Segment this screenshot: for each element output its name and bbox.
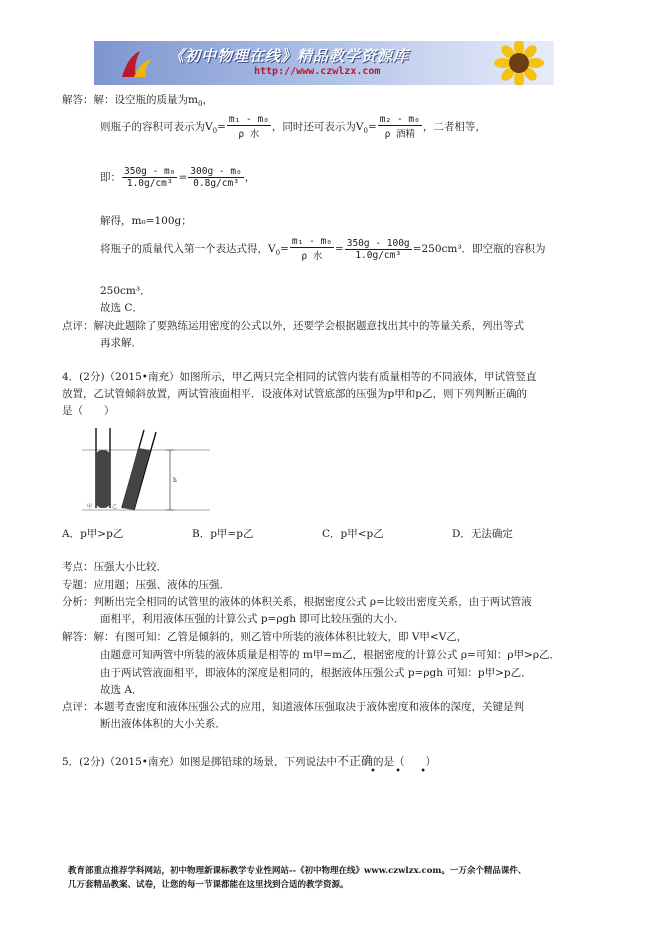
label-jia: 甲 (87, 504, 93, 510)
solution-line-5 (100, 236, 546, 262)
text: 应用题；压强、液体的压强． (93, 579, 230, 591)
emphasis-text: 不正确 (336, 754, 373, 768)
subscript: 0 (275, 249, 281, 258)
q4-line-1: 4．(2分)（2015•南充）如图所示，甲乙两只完全相同的试管内装有质量相等的不同液体，甲试管竖直 (62, 371, 537, 383)
fraction (290, 236, 334, 262)
q4-comment-1 (62, 699, 524, 714)
text: 即： (100, 171, 121, 184)
logo-icon (116, 43, 156, 83)
comment-line-2: 再求解． (100, 337, 142, 349)
test-tube-figure (82, 424, 212, 519)
fraction (345, 238, 412, 261)
numerator: m₁ - m₀ (228, 114, 269, 125)
numerator: 350g - m₀ (124, 166, 176, 177)
label-yi: 乙 (112, 504, 118, 510)
punct: ， (202, 94, 213, 106)
solution-line-6: 250cm³． (100, 285, 151, 297)
text: 5．(2分)（2015•南充）如图是掷铅球的场景，下列说法中 (62, 756, 337, 768)
q4-subject (62, 577, 230, 592)
label: 点评： (62, 701, 94, 713)
option-c[interactable]: C．p甲<p乙 (322, 528, 384, 540)
q4-topic (62, 559, 167, 574)
text: ，同时还可表示为V (271, 121, 364, 133)
solution-line-4: 解得，m₀=100g； (100, 215, 192, 227)
q4-analysis-2: 面相平，利用液体压强的计算公式 p=ρgh 即可比较压强的大小． (100, 613, 405, 625)
text: ，二者相等， (422, 121, 486, 133)
q4-comment-2: 断出液体体积的大小关系． (100, 718, 226, 730)
punct: ， (244, 171, 256, 184)
subscript: 0 (363, 127, 368, 136)
equals: = (280, 243, 289, 255)
denominator: 1.0g/cm³ (355, 249, 402, 261)
text: 本题考查密度和液体压强公式的应用，知道液体压强取决于液体密度和液体的深度，关键是判 (93, 701, 524, 713)
fraction (122, 166, 177, 189)
equals: = (217, 121, 226, 133)
emphasis-dots: • • • (370, 766, 435, 777)
fraction (227, 114, 271, 140)
q4-answer-4: 故选 A． (100, 684, 143, 696)
solution-line-2 (100, 114, 486, 140)
label: 专题： (62, 579, 94, 591)
fraction (188, 166, 243, 189)
solution-line-1 (62, 92, 213, 108)
q4-analysis-1 (62, 594, 532, 609)
numerator: m₂ - m₀ (379, 114, 420, 125)
numerator: m₁ - m₀ (291, 236, 332, 247)
denominator: ρ 酒精 (384, 129, 416, 140)
q4-line-2: 放置，乙试管倾斜放置，两试管液面相平．设液体对试管底部的压强为p甲和p乙，则下列判断正确的 (62, 388, 527, 400)
page-footer (68, 864, 598, 892)
footer-line-1: 教育部重点推荐学科网站，初中物理新课标教学专业性网站--《初中物理在线》www.czwlzx.com。一万余个精品课件、 (68, 866, 527, 876)
text: 将瓶子的质量代入第一个表达式得，V (100, 243, 276, 255)
numerator: 350g - 100g (346, 237, 410, 249)
text: 的是（ ） (372, 756, 436, 768)
header-banner (94, 41, 554, 85)
denominator: 1.0g/cm³ (126, 178, 173, 189)
subscript: 0 (212, 127, 218, 136)
option-a[interactable]: A．p甲>p乙 (62, 528, 124, 540)
banner-url: http://www.czwlzx.com (254, 66, 381, 77)
comment-label: 点评： (62, 320, 94, 332)
comment-line-1 (62, 318, 524, 333)
text: =250cm³．即空瓶的容积为 (412, 243, 546, 255)
label: 分析： (62, 596, 94, 608)
denominator: ρ 水 (301, 251, 323, 262)
option-d[interactable]: D．无法确定 (452, 528, 513, 540)
comment-text: 解决此题除了要熟练运用密度的公式以外，还要学会根据题意找出其中的等量关系，列出等式 (93, 320, 524, 332)
equals: = (334, 243, 344, 255)
banner-title: 《初中物理在线》精品教学资源库 (169, 47, 410, 65)
text: 解：有图可知：乙管是倾斜的，则乙管中所装的液体体积比较大，即 V甲<V乙， (93, 631, 468, 643)
sunflower-icon (484, 41, 554, 85)
label-h: h (173, 477, 177, 484)
q4-answer-2: 由题意可知两管中所装的液体质量是相等的 m甲=m乙，根据密度的计算公式 ρ=可知：ρ甲>ρ乙． (100, 649, 560, 661)
footer-line-2: 几万套精品教案、试卷，让您的每一节课都能在这里找到合适的教学资源。 (68, 880, 349, 890)
solution-label: 解答： (62, 94, 94, 106)
label: 解答： (62, 631, 94, 643)
text: 判断出完全相同的试管里的液体的体积关系，根据密度公式 ρ=比较出密度关系，由于两试管液 (93, 596, 532, 608)
solution-line-3 (100, 166, 255, 189)
equals: = (178, 171, 188, 184)
denominator: ρ 水 (238, 129, 260, 140)
label: 考点： (62, 561, 94, 573)
fraction (378, 114, 422, 140)
denominator: 0.8g/cm³ (193, 178, 239, 189)
equals: = (367, 121, 377, 133)
q4-answer-1 (62, 629, 467, 644)
solution-line-7: 故选 C． (100, 302, 143, 314)
q4-line-3: 是（ ） (62, 405, 115, 417)
q4-answer-3: 由于两试管液面相平，即液体的深度是相同的，根据液体压强公式 p=ρgh 可知：p甲>p乙． (100, 667, 532, 679)
text: 压强大小比较． (93, 561, 167, 573)
text: 则瓶子的容积可表示为V (100, 121, 213, 133)
numerator: 300g - m₀ (190, 166, 242, 177)
subscript: 0 (197, 100, 203, 109)
solution-text: 解：设空瓶的质量为m (93, 94, 198, 106)
option-b[interactable]: B．p甲=p乙 (192, 528, 254, 540)
